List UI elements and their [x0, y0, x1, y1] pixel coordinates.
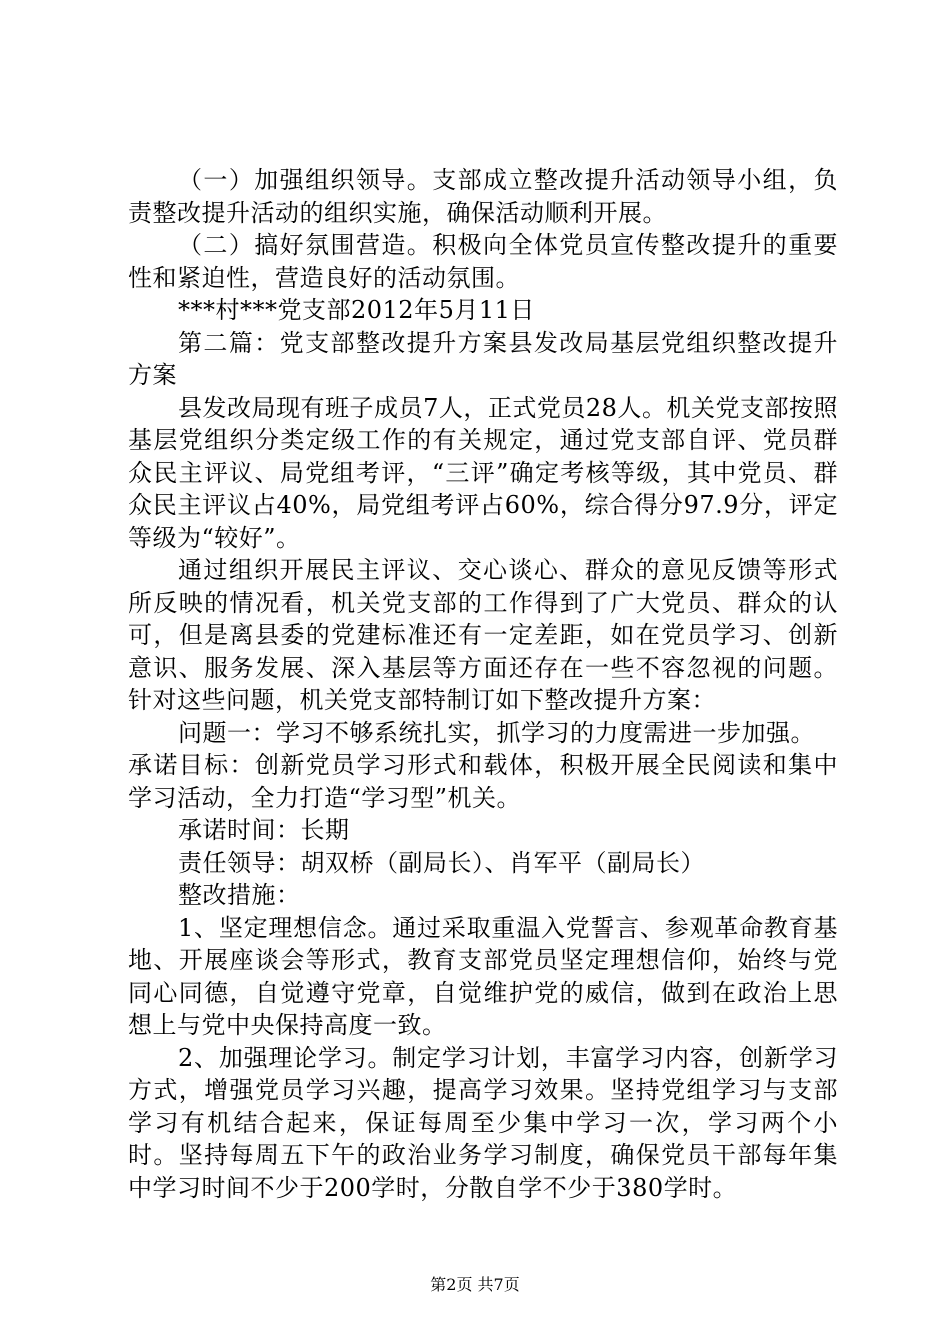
paragraph-commitment-time: 承诺时间：长期 — [178, 816, 350, 844]
paragraph-measure-1: 1、坚定理想信念。通过采取重温入党誓言、参观革命教育基地、开展座谈会等形式，教育支部党员坚定理想信仰，始终与党同心同德，自觉遵守党章，自觉维护党的威信，做到在政治上思想上与党中央保持高度一致。 — [128, 913, 838, 1039]
paragraph-responsible-leaders: 责任领导：胡双桥（副局长）、肖军平（副局长） — [178, 848, 705, 877]
document-body — [128, 164, 838, 1204]
paragraph-signature-date: ***村***党支部2012年5月11日 — [178, 296, 535, 324]
paragraph-commitment-goal: 承诺目标：创新党员学习形式和载体，积极开展全民阅读和集中学习活动，全力打造“学习型”机关。 — [128, 751, 838, 812]
paragraph-measure-2: 2、加强理论学习。制定学习计划，丰富学习内容，创新学习方式，增强党员学习兴趣，提高学习效果。坚持党组学习与支部学习有机结合起来，保证每周至少集中学习一次，学习两个小时。坚持每周五下午的政治业务学习制度，确保党员干部每年集中学习时间不少于200学时，分散自学不少于380学时。 — [128, 1043, 838, 1202]
paragraph-measures-heading: 整改措施： — [178, 881, 301, 909]
paragraph-bureau-overview: 县发改局现有班子成员7人，正式党员28人。机关党支部按照基层党组织分类定级工作的有关规定，通过党支部自评、党员群众民主评议、局党组考评，“三评”确定考核等级，其中党员、群众民主评议占40%，局党组考评占60%，综合得分97.9分，评定等级为“较好”。 — [128, 393, 838, 552]
paragraph-organization-leadership: （一）加强组织领导。支部成立整改提升活动领导小组，负责整改提升活动的组织实施，确保活动顺利开展。 — [128, 166, 838, 227]
paragraph-issue-one: 问题一：学习不够系统扎实，抓学习的力度需进一步加强。 — [178, 718, 815, 747]
paragraph-section-title: 第二篇：党支部整改提升方案县发改局基层党组织整改提升方案 — [128, 328, 838, 389]
page-number-footer: 第2页 共7页 — [430, 1275, 520, 1294]
paragraph-issues-summary: 通过组织开展民主评议、交心谈心、群众的意见反馈等形式所反映的情况看，机关党支部的工作得到了广大党员、群众的认可，但是离县委的党建标准还有一定差距，如在党员学习、创新意识、服务发展、深入基层等方面还存在一些不容忽视的问题。针对这些问题，机关党支部特制订如下整改提升方案： — [128, 556, 838, 714]
paragraph-atmosphere: （二）搞好氛围营造。积极向全体党员宣传整改提升的重要性和紧迫性，营造良好的活动氛围。 — [128, 231, 838, 292]
